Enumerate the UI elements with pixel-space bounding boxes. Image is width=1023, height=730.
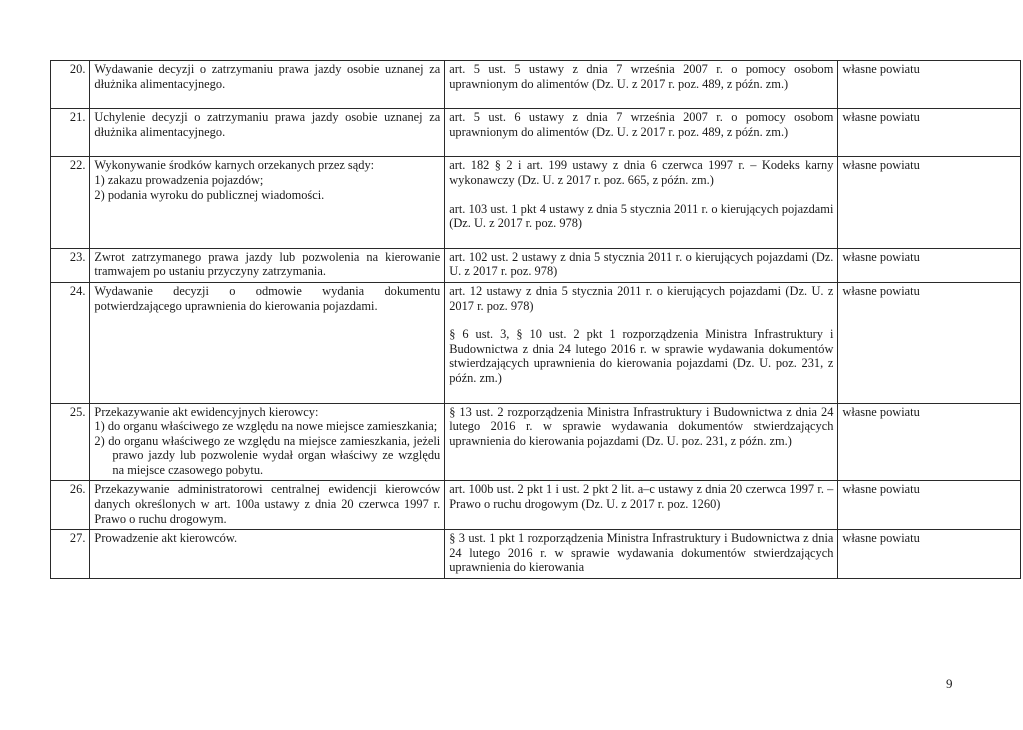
task-description xyxy=(90,403,445,481)
task-type: własne powiatu xyxy=(838,157,1021,248)
legal-basis xyxy=(445,109,838,157)
legal-basis: art. 100b ust. 2 pkt 1 i ust. 2 pkt 2 lit. a–c ustawy z dnia 20 czerwca 1997 r. – Prawo o ruchu drogowym (Dz. U. z 2017 r. poz. 1260) xyxy=(445,481,838,530)
task-description: Zwrot zatrzymanego prawa jazdy lub pozwolenia na kierowanie tramwajem po ustaniu przyczyny zatrzymania. xyxy=(90,248,445,282)
legal-basis-text: art. 5 ust. 5 ustawy z dnia 7 września 2007 r. o pomocy osobom uprawnionym do alimentów (Dz. U. z 2017 r. poz. 489, z późn. zm.) xyxy=(449,62,834,91)
task-type: własne powiatu xyxy=(838,403,1021,481)
task-intro: Przekazywanie akt ewidencyjnych kierowcy: xyxy=(94,404,319,419)
legal-basis: § 13 ust. 2 rozporządzenia Ministra Infrastruktury i Budownictwa z dnia 24 lutego 2016 r. w sprawie wydawania dokumentów stwierdzających uprawnienia do kierowania pojazdami (Dz. U. poz. 231, z późn. zm.) xyxy=(445,403,838,481)
task-description: Prowadzenie akt kierowców. xyxy=(90,530,445,579)
table-row xyxy=(51,157,1021,248)
row-number: 20. xyxy=(51,61,90,109)
table-row xyxy=(51,109,1021,157)
table-row xyxy=(51,403,1021,481)
task-description: Wydawanie decyzji o zatrzymaniu prawa jazdy osobie uznanej za dłużnika alimentacyjnego. xyxy=(90,61,445,109)
legal-basis-text: art. 182 § 2 i art. 199 ustawy z dnia 6 czerwca 1997 r. – Kodeks karny wykonawczy (Dz. U. z 2017 r. poz. 665, z późn. zm.) xyxy=(449,158,834,187)
task-description xyxy=(90,157,445,248)
legal-basis-text: § 6 ust. 3, § 10 ust. 2 pkt 1 rozporządzenia Ministra Infrastruktury i Budownictwa z dnia 24 lutego 2016 r. w sprawie wydawania dokumentów stwierdzających uprawnienia do kierowania pojazdami (Dz. U. poz. 231, z późn. zm.) xyxy=(449,327,834,385)
legal-basis: § 3 ust. 1 pkt 1 rozporządzenia Ministra Infrastruktury i Budownictwa z dnia 24 lutego 2016 r. w sprawie wydawania dokumentów stwierdzających uprawnienia do kierowania xyxy=(445,530,838,579)
task-intro: Wykonywanie środków karnych orzekanych przez sądy: xyxy=(94,158,375,173)
row-number: 25. xyxy=(51,403,90,481)
page-number: 9 xyxy=(946,676,953,691)
task-subitem: 1) zakazu prowadzenia pojazdów; xyxy=(94,172,264,187)
task-type: własne powiatu xyxy=(838,530,1021,579)
task-description: Wydawanie decyzji o odmowie wydania dokumentu potwierdzającego uprawnienia do kierowania pojazdami. xyxy=(90,282,445,403)
table-row xyxy=(51,530,1021,579)
task-subitem: 2) do organu właściwego ze względu na miejsce zamieszkania, jeżeli prawo jazdy lub pozwolenie wydał organ właściwy ze względu na miejsce czasowego pobytu. xyxy=(94,433,441,477)
row-number: 21. xyxy=(51,109,90,157)
task-type: własne powiatu xyxy=(838,109,1021,157)
tasks-table xyxy=(50,60,1021,579)
table-row xyxy=(51,61,1021,109)
legal-basis xyxy=(445,61,838,109)
row-number: 22. xyxy=(51,157,90,248)
row-number: 26. xyxy=(51,481,90,530)
legal-basis: art. 102 ust. 2 ustawy z dnia 5 stycznia 2011 r. o kierujących pojazdami (Dz. U. z 2017 r. poz. 978) xyxy=(445,248,838,282)
row-number: 23. xyxy=(51,248,90,282)
legal-basis xyxy=(445,157,838,248)
table-row xyxy=(51,481,1021,530)
task-subitems xyxy=(94,173,440,202)
legal-basis-text: art. 103 ust. 1 pkt 4 ustawy z dnia 5 stycznia 2011 r. o kierujących pojazdami (Dz. U. z 2017 r. poz. 978) xyxy=(449,201,834,231)
task-subitem: 2) podania wyroku do publicznej wiadomości. xyxy=(94,187,325,202)
task-subitem: 1) do organu właściwego ze względu na nowe miejsce zamieszkania; xyxy=(94,419,438,434)
legal-basis-text: art. 5 ust. 6 ustawy z dnia 7 września 2007 r. o pomocy osobom uprawnionym do alimentów (Dz. U. z 2017 r. poz. 489, z późn. zm.) xyxy=(449,110,834,139)
row-number: 27. xyxy=(51,530,90,579)
legal-basis-text: art. 12 ustawy z dnia 5 stycznia 2011 r. o kierujących pojazdami (Dz. U. z 2017 r. poz. 978) xyxy=(449,283,834,313)
row-number: 24. xyxy=(51,282,90,403)
table-row xyxy=(51,248,1021,282)
table-row xyxy=(51,282,1021,403)
task-type: własne powiatu xyxy=(838,248,1021,282)
task-type: własne powiatu xyxy=(838,61,1021,109)
task-description: Przekazywanie administratorowi centralnej ewidencji kierowców danych określonych w art. 100a ustawy z dnia 20 czerwca 1997 r. Prawo o ruchu drogowym. xyxy=(90,481,445,530)
task-description: Uchylenie decyzji o zatrzymaniu prawa jazdy osobie uznanej za dłużnika alimentacyjnego. xyxy=(90,109,445,157)
task-type: własne powiatu xyxy=(838,481,1021,530)
task-type: własne powiatu xyxy=(838,282,1021,403)
legal-basis xyxy=(445,282,838,403)
